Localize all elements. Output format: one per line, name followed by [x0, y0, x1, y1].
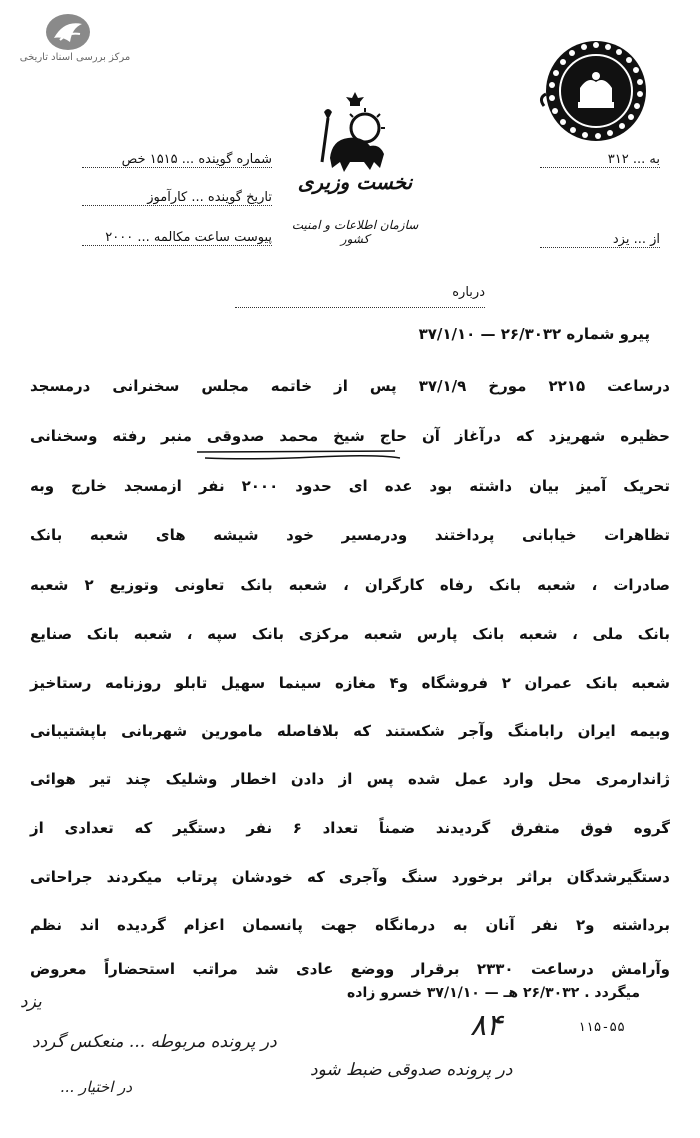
header-field-to: به ... ۳۱۲: [540, 152, 660, 168]
body-line: برداشته و۲ نفر آنان به درمانگاه جهت پانسمان اعزام گردیده اند نظم: [30, 916, 670, 934]
body-line: وآرامش درساعت ۲۳۳۰ برقرار ووضع عادی شد مراتب استحضاراً معروض: [30, 960, 670, 978]
handwritten-annotation-2: در پرونده صدوقی ضبط شود: [310, 1060, 513, 1080]
handwritten-annotation-1: در پرونده مربوطه ... منعکس گردد: [32, 1032, 277, 1052]
body-line: وبیمه ایران رابامنگ وآجر شکستند که بلافاصله مامورین شهربانی باپشتیبانی: [30, 722, 670, 740]
subject-dotted-line: [235, 307, 485, 308]
org-subtitle: سازمان اطلاعات و امنیت کشور: [291, 218, 419, 246]
subject-label: درباره: [452, 285, 485, 300]
body-line: درساعت ۲۲۱۵ مورخ ۳۷/۱/۹ پس از خاتمه مجلس سخنرانی درمسجد: [30, 377, 670, 395]
body-line: حظیره شهریزد که درآغاز آن حاج شیخ محمد صدوقی منبر رفته وسخنانی: [30, 427, 670, 445]
header-field-sender-date: تاریخ گوینده ... کارآموز: [82, 190, 272, 206]
closing-tag: یزد: [20, 992, 42, 1012]
subject-line: [210, 285, 485, 315]
closing-signature-line: میگردد . ۲۶/۳۰۳۲ هـ — ۳۷/۱/۱۰ خسرو زاده: [347, 985, 640, 1001]
archive-logo-icon: [42, 12, 94, 52]
body-line: صادرات ، شعبه بانک رفاه کارگران ، شعبه بانک تعاونی وتوزیع ۲ شعبه: [30, 576, 670, 594]
document-code: ۱۱۵-۵۵: [578, 1020, 625, 1035]
body-line: گروه فوق متفرق گردیدند ضمناً تعداد ۶ نفر دستگیر که تعدادی از: [30, 819, 670, 837]
handwritten-underline: [195, 448, 405, 462]
header-field-from: از ... یزد: [540, 232, 660, 248]
watermark-text: مرکز بررسی اسناد تاریخی: [19, 52, 131, 63]
body-line: تظاهرات خیابانی پرداختند ودرمسیر خود شیشه های شعبه بانک: [30, 526, 670, 544]
body-line: تحریک آمیز بیان داشته بود عده ای حدود ۲۰۰۰ نفر ازمسجد خارج وبه: [30, 477, 670, 495]
header-field-sender-number: شماره گوینده ... ۱۵۱۵ خص: [82, 152, 272, 168]
body-line: ژاندارمری محل وارد عمل شده پس از دادن اخطار وشلیک چند تیر هوائی: [30, 770, 670, 788]
body-line: شعبه بانک عمران ۲ فروشگاه و۴ مغازه سینما سهیل تابلو روزنامه رستاخیز: [30, 674, 670, 692]
header-field-call-time: پیوست ساعت مکالمه ... ۲۰۰۰: [82, 230, 272, 246]
body-line: دستگیرشدگان براثر برخورد سنگ وآجری که خودشان پرتاب میکردند جراحاتی: [30, 868, 670, 886]
handwritten-margin-note: در اختیار ...: [60, 1078, 133, 1096]
official-seal-icon: [538, 36, 648, 146]
reference-line: پیرو شماره ۲۶/۳۰۳۲ — ۳۷/۱/۱۰: [418, 325, 650, 343]
handwritten-note-number: ۸۴: [470, 1008, 503, 1043]
org-title: نخست وزیری: [297, 170, 413, 194]
body-line: بانک ملی ، شعبه بانک پارس شعبه مرکزی بانک سپه ، شعبه بانک صنایع: [30, 625, 670, 643]
